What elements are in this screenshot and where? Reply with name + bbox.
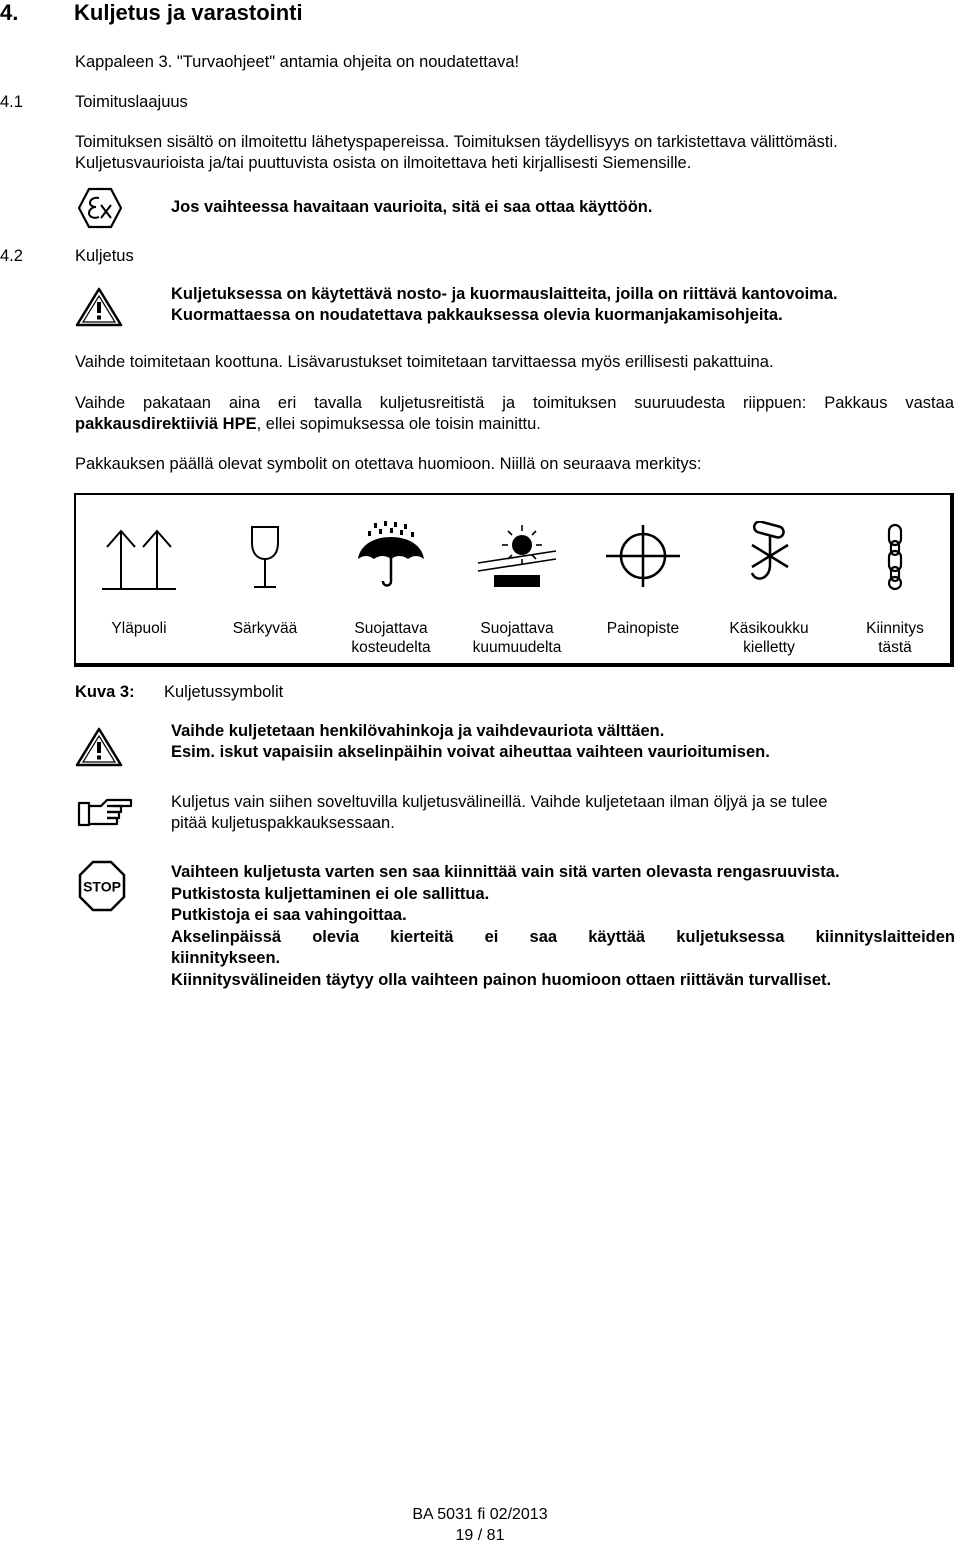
section-4-1-title: Toimituslaajuus <box>75 93 188 111</box>
symbol-keep-from-heat <box>454 495 580 665</box>
assembled-text: Vaihde toimitetaan koottuna. Lisävarustukset toimitetaan tarvittaessa myös erillisesti pakattuina. <box>75 353 774 371</box>
footer-page-number: 19 / 81 <box>455 1527 505 1544</box>
stop-instruction-line-3: Putkistoja ei saa vahingoittaa. <box>171 906 407 924</box>
stop-instruction-line-5: kiinnitykseen. <box>171 949 281 967</box>
transport-symbols-box <box>74 493 954 667</box>
packaging-text-line-1: Vaihde pakataan aina eri tavalla kuljetusreitistä ja toimituksen suuruudesta riippuen: Pakkaus vastaa <box>75 394 954 412</box>
symbol-this-way-up <box>76 495 202 665</box>
umbrella-rain-icon <box>346 521 436 591</box>
symbols-intro-text: Pakkauksen päällä olevat symbolit on otettava huomioon. Niillä on seuraava merkitys: <box>75 455 702 473</box>
packaging-text-line-2 <box>75 414 541 436</box>
symbol-keep-dry <box>328 495 454 665</box>
transport-note-line-1: Kuljetus vain siihen soveltuvilla kuljetusvälineillä. Vaihde kuljetetaan ilman öljyä ja se tulee <box>171 793 828 811</box>
centre-of-gravity-icon <box>598 521 688 591</box>
this-way-up-arrows-icon <box>94 521 184 591</box>
chapter-number: 4. <box>0 0 19 25</box>
explosion-protection-icon <box>77 187 123 229</box>
fragile-glass-icon <box>220 521 310 591</box>
packaging-directive: pakkausdirektiiviä HPE <box>75 415 257 433</box>
symbol-centre-of-gravity <box>580 495 706 665</box>
pointing-hand-note-icon <box>77 797 133 829</box>
sun-heat-icon <box>472 521 562 591</box>
handling-warning-line-2: Esim. iskut vapaisiin akselinpäihin voivat aiheuttaa vaihteen vaurioitumisen. <box>171 743 770 761</box>
figure-caption: Kuljetussymbolit <box>164 683 284 701</box>
figure-label: Kuva 3: <box>75 683 135 701</box>
section-4-2-number: 4.2 <box>0 247 23 265</box>
symbol-no-hand-hooks <box>706 495 832 665</box>
no-hand-hook-icon <box>724 521 814 591</box>
symbol-label: Särkyvää <box>232 620 298 637</box>
symbol-label: Painopiste <box>606 620 680 637</box>
stop-instruction-line-2: Putkistosta kuljettaminen ei ole sallittua. <box>171 885 490 903</box>
stop-sign-text: STOP <box>83 878 121 895</box>
symbol-label: Suojattava kuumuudelta <box>472 620 562 656</box>
section-4-1-number: 4.1 <box>0 93 23 111</box>
warning-triangle-icon <box>75 727 123 767</box>
transport-note-line-2: pitää kuljetuspakkauksessaan. <box>171 814 395 832</box>
footer-document-id: BA 5031 fi 02/2013 <box>412 1506 548 1523</box>
symbol-fragile <box>202 495 328 665</box>
stop-instruction-line-4: Akselinpäissä olevia kierteitä ei saa käyttää kuljetuksessa kiinnityslaitteiden <box>171 928 955 946</box>
intro-text: Kappaleen 3. "Turvaohjeet" antamia ohjeita on noudatettava! <box>75 53 520 71</box>
symbol-label: Käsikoukku kielletty <box>729 620 809 656</box>
stop-instruction-line-6: Kiinnitysvälineiden täytyy olla vaihteen painon huomioon ottaen riittävän turvalliset. <box>171 971 832 989</box>
symbol-label: Kiinnitys tästä <box>866 620 924 656</box>
lifting-warning-line-2: Kuormattaessa on noudatettava pakkauksessa olevia kuormanjakamisohjeita. <box>171 306 783 324</box>
chapter-title: Kuljetus ja varastointi <box>74 0 303 25</box>
symbol-sling-here <box>832 495 958 665</box>
stop-sign-icon <box>78 860 126 912</box>
delivery-text-line-1: Toimituksen sisältö on ilmoitettu lähetyspapereissa. Toimituksen täydellisyys on tarkistettava välittömästi. <box>75 133 838 151</box>
symbol-label: Yläpuoli <box>111 620 167 637</box>
ex-warning-text: Jos vaihteessa havaitaan vaurioita, sitä ei saa ottaa käyttöön. <box>171 198 653 216</box>
sling-chain-icon <box>850 521 940 591</box>
delivery-text-line-2: Kuljetusvaurioista ja/tai puuttuvista osista on ilmoitettava heti kirjallisesti Siemensille. <box>75 154 692 172</box>
stop-instruction-line-1: Vaihteen kuljetusta varten sen saa kiinnittää vain sitä varten olevasta rengasruuvista. <box>171 863 840 881</box>
lifting-warning-line-1: Kuljetuksessa on käytettävä nosto- ja kuormauslaitteita, joilla on riittävä kantovoima. <box>171 285 838 303</box>
packaging-text-rest: , ellei sopimuksessa ole toisin mainittu. <box>256 415 541 433</box>
section-4-2-title: Kuljetus <box>75 247 134 265</box>
handling-warning-line-1: Vaihde kuljetetaan henkilövahinkoja ja vaihdevauriota välttäen. <box>171 722 665 740</box>
warning-triangle-icon <box>75 287 123 327</box>
symbol-label: Suojattava kosteudelta <box>351 620 431 656</box>
